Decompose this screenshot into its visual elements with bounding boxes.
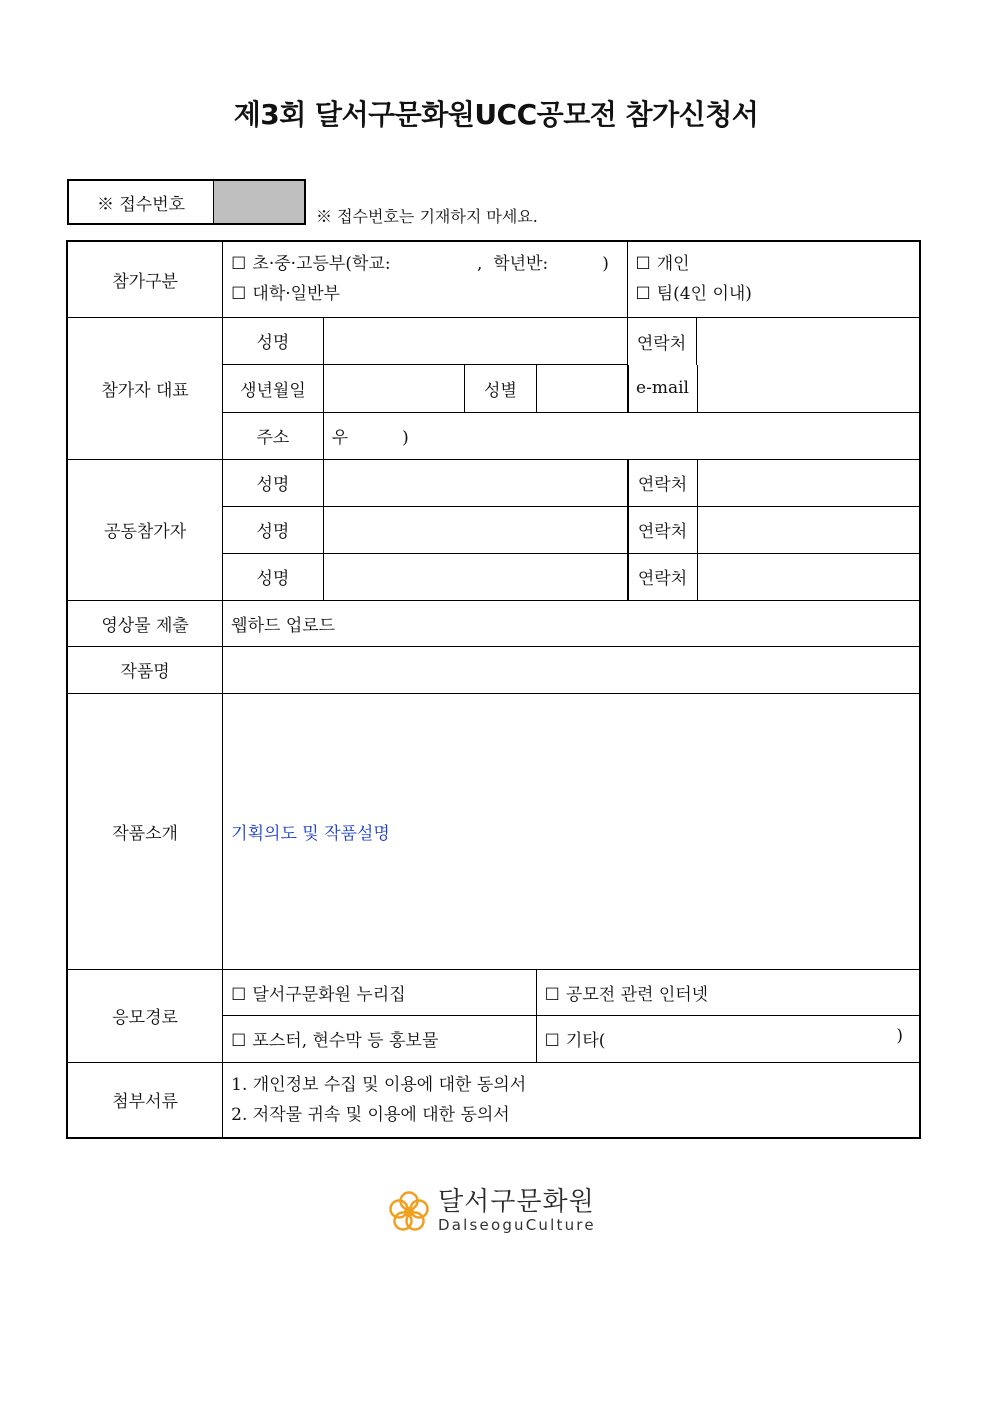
application-form-table <box>66 240 921 1139</box>
category-option-general[interactable] <box>231 279 618 309</box>
receipt-number-row <box>67 179 306 223</box>
co-contact-wrap <box>627 506 920 553</box>
co-name-label: 성명 <box>223 553 324 600</box>
rep-contact-wrap <box>627 317 920 365</box>
checkbox-icon[interactable]: ☐ <box>231 1031 247 1051</box>
type-option-individual-label: 개인 <box>656 254 690 275</box>
logo-korean-text: 달서구문화원 <box>438 1187 595 1217</box>
co-contact-field[interactable] <box>697 554 919 600</box>
attachment-item: 2. 저작물 귀속 및 이용에 대한 동의서 <box>231 1104 510 1125</box>
rep-gender-label: 성별 <box>465 365 536 413</box>
logo-text <box>438 1188 596 1234</box>
introduction-hint: 기획의도 및 작품설명 <box>231 823 390 844</box>
route-option-other-label: 기타( <box>565 1031 606 1051</box>
receipt-number-field <box>214 179 306 225</box>
checkbox-icon[interactable]: ☐ <box>544 1031 560 1051</box>
route-option-homepage[interactable] <box>223 969 536 1015</box>
category-header: 참가구분 <box>67 241 223 317</box>
co-contact-wrap <box>627 459 920 506</box>
submission-row <box>67 600 920 646</box>
route-row-1 <box>67 969 920 1015</box>
submission-value: 웹하드 업로드 <box>223 600 920 646</box>
checkbox-icon[interactable]: ☐ <box>231 284 247 305</box>
category-cell <box>223 241 627 317</box>
rep-address-label: 주소 <box>223 412 324 459</box>
page-title: 제3회 달서구문화원UCC공모전 참가신청서 <box>233 98 759 131</box>
category-option-school[interactable] <box>231 249 618 279</box>
rep-gender-field[interactable] <box>536 365 627 413</box>
checkbox-icon[interactable]: ☐ <box>635 254 651 275</box>
co-participants-header: 공동참가자 <box>67 459 223 600</box>
co-name-field[interactable] <box>323 506 627 553</box>
route-option-internet[interactable] <box>536 969 920 1015</box>
co-contact-field[interactable] <box>697 460 919 506</box>
co-name-label: 성명 <box>223 506 324 553</box>
rep-address-field[interactable] <box>323 412 920 459</box>
route-header: 응모경로 <box>67 969 223 1062</box>
receipt-note: ※ 접수번호는 기재하지 마세요. <box>316 207 538 226</box>
type-option-team-label: 팀(4인 이내) <box>656 284 752 305</box>
type-option-team[interactable] <box>636 279 912 309</box>
rep-contact-label: 연락처 <box>628 318 697 365</box>
co-contact-label: 연락처 <box>628 507 697 553</box>
co-participant-row <box>67 459 920 506</box>
route-option-poster-label: 포스터, 현수막 등 홍보물 <box>252 1031 439 1051</box>
introduction-field[interactable] <box>223 693 920 969</box>
route-option-other-close: ) <box>896 1026 903 1046</box>
category-option-general-label: 대학·일반부 <box>252 284 340 305</box>
route-option-homepage-label: 달서구문화원 누리집 <box>252 984 406 1005</box>
attachment-item: 1. 개인정보 수집 및 이용에 대한 동의서 <box>231 1074 527 1095</box>
co-contact-wrap <box>627 553 920 600</box>
rep-birth-label: 생년월일 <box>223 365 324 413</box>
rep-contact-field[interactable] <box>696 318 919 365</box>
representative-row-1 <box>67 317 920 365</box>
attachments-list <box>223 1062 920 1138</box>
category-row <box>67 241 920 317</box>
attachments-row <box>67 1062 920 1138</box>
team-type-cell <box>627 241 920 317</box>
route-option-other[interactable] <box>536 1015 920 1062</box>
rep-name-field[interactable] <box>323 317 627 365</box>
checkbox-icon[interactable]: ☐ <box>635 284 651 305</box>
co-contact-field[interactable] <box>697 507 919 553</box>
co-contact-label: 연락처 <box>628 460 697 506</box>
rep-email-wrap <box>627 365 920 413</box>
representative-header: 참가자 대표 <box>67 317 223 459</box>
logo-english-text: DalseoguCulture <box>438 1216 596 1234</box>
route-option-poster[interactable] <box>223 1015 536 1062</box>
work-title-field[interactable] <box>223 646 920 693</box>
rep-email-field[interactable] <box>697 365 919 412</box>
attachments-header: 첨부서류 <box>67 1062 223 1138</box>
checkbox-icon[interactable]: ☐ <box>231 984 247 1005</box>
dalseogu-culture-logo <box>386 1188 596 1234</box>
introduction-header: 작품소개 <box>67 693 223 969</box>
co-name-field[interactable] <box>323 459 627 506</box>
category-option-school-label: 초·중·고등부(학교: , 학년반: ) <box>252 254 609 275</box>
co-name-label: 성명 <box>223 459 324 506</box>
route-option-internet-label: 공모전 관련 인터넷 <box>565 984 709 1005</box>
co-contact-label: 연락처 <box>628 554 697 600</box>
work-title-row <box>67 646 920 693</box>
receipt-number-label: ※ 접수번호 <box>67 179 214 225</box>
introduction-row <box>67 693 920 969</box>
flower-emblem-icon <box>386 1188 432 1234</box>
checkbox-icon[interactable]: ☐ <box>231 254 247 275</box>
rep-address-value: 우 ) <box>331 428 409 448</box>
type-option-individual[interactable] <box>636 249 912 279</box>
work-title-header: 작품명 <box>67 646 223 693</box>
rep-email-label: e-mail <box>628 365 697 412</box>
rep-name-label: 성명 <box>223 317 324 365</box>
co-name-field[interactable] <box>323 553 627 600</box>
submission-header: 영상물 제출 <box>67 600 223 646</box>
rep-birth-field[interactable] <box>323 365 465 413</box>
checkbox-icon[interactable]: ☐ <box>544 984 560 1005</box>
